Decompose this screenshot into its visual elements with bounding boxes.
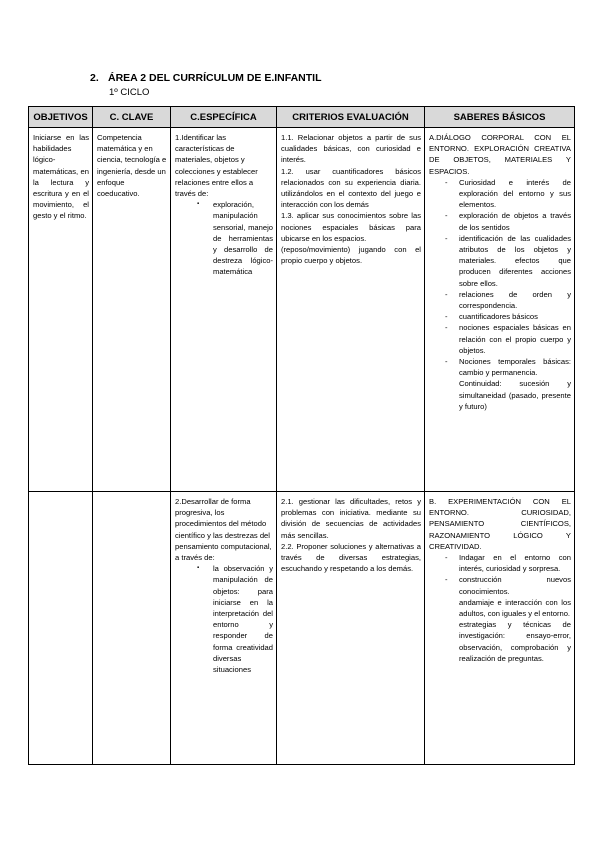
list-item: - construcción nuevos conocimientos.	[429, 574, 571, 596]
criterio-item: 1.1. Relacionar objetos a partir de sus cualidades básicas, con curiosidad e interés.	[281, 133, 421, 165]
cell-objetivos: Iniciarse en las habilidades lógico-matemáticas, en la lectura y escritura y en el movimiento, el gesto y el ritmo.	[29, 128, 93, 492]
section-title: ÁREA 2 DEL CURRÍCULUM DE E.INFANTIL	[108, 72, 322, 84]
list-item: - nociones espaciales básicas en relación con el propio cuerpo y objetos.	[429, 322, 571, 356]
list-item: - cuantificadores básicos	[429, 311, 571, 322]
especifica-list	[175, 199, 273, 277]
especifica-intro: 2.Desarrollar de forma progresiva, los procedimientos del método científico y las destrezas del pensamiento computacional, a través de:	[175, 497, 272, 563]
cell-objetivos-empty	[29, 492, 93, 765]
criterio-item: 2.2. Proponer soluciones y alternativas a través de diversas estrategias, escuchando y respetando a los demás.	[281, 541, 421, 574]
list-item: - exploración de objetos a través de los sentidos	[429, 210, 571, 232]
cell-especifica	[171, 128, 277, 492]
section-number: 2.	[90, 72, 99, 84]
curriculum-table	[28, 106, 575, 765]
cell-saberes	[425, 128, 575, 492]
especifica-intro: 1.Identificar las características de materiales, objetos y colecciones y establecer relaciones entre ellos a través de:	[175, 133, 258, 199]
criterio-item: 1.2. usar cuantificadores básicos relacionados con su experiencia diaria. utilizándolos en el contexto del juego e interacción con los demás	[281, 166, 421, 210]
table-row	[29, 492, 575, 765]
table-row	[29, 128, 575, 492]
cycle-label: 1º CICLO	[109, 87, 150, 98]
criterio-item: 1.3. aplicar sus conocimientos sobre las nociones espaciales básicas para ubicarse en los espacios.	[281, 211, 421, 243]
cell-clave: Competencia matemática y en ciencia, tecnología e ingeniería, desde un enfoque coeducativo.	[93, 128, 171, 492]
section-heading	[90, 72, 322, 84]
list-item: - Curiosidad e interés de exploración del entorno y sus elementos.	[429, 177, 571, 211]
criterio-item: 2.1. gestionar las dificultades, retos y problemas con iniciativa. mediante su división de secuencias de actividades más sencillas.	[281, 497, 421, 540]
criterio-item: (reposo/movimiento) jugando con el propio cuerpo y objetos.	[281, 245, 421, 266]
list-item: Continuidad: sucesión y simultaneidad (pasado, presente y futuro)	[459, 379, 571, 411]
saberes-list	[429, 177, 571, 412]
header-clave: C. CLAVE	[93, 107, 171, 128]
list-item: andamiaje e interacción con los adultos, con iguales y el entorno.	[459, 597, 571, 619]
list-item: ▪ exploración, manipulación sensorial, manejo de herramientas y desarrollo de destreza lógico-matemática	[175, 199, 273, 277]
especifica-list	[175, 563, 273, 675]
header-objetivos: OBJETIVOS	[29, 107, 93, 128]
list-item: - Nociones temporales básicas: cambio y permanencia.	[429, 356, 571, 378]
list-item: - identificación de las cualidades atributos de los objetos y materiales. efectos que producen diferentes acciones sobre ellos.	[429, 233, 571, 289]
cell-especifica	[171, 492, 277, 765]
saberes-title: A.DIÁLOGO CORPORAL CON EL ENTORNO. EXPLORACIÓN CREATIVA DE OBJETOS, MATERIALES Y ESPACIOS.	[429, 133, 571, 176]
cell-criterios	[277, 492, 425, 765]
list-item: ▪ la observación y manipulación de objetos: para iniciarse en la interpretación del entorno y responder de forma creatividad diversas situaciones	[175, 563, 273, 675]
list-item: - relaciones de orden y correspondencia.	[429, 289, 571, 311]
list-item: estrategias y técnicas de investigación: ensayo-error, observación, comprobación y realización de preguntas.	[459, 620, 571, 663]
saberes-list	[429, 552, 571, 664]
header-criterios: CRITERIOS EVALUACIÓN	[277, 107, 425, 128]
table-header-row	[29, 107, 575, 128]
cell-criterios	[277, 128, 425, 492]
header-saberes: SABERES BÁSICOS	[425, 107, 575, 128]
cell-saberes	[425, 492, 575, 765]
list-item: - Indagar en el entorno con interés, curiosidad y sorpresa.	[429, 552, 571, 574]
saberes-title: B. EXPERIMENTACIÓN CON EL ENTORNO. CURIOSIDAD, PENSAMIENTO CIENTÍFICOS, RAZONAMIENTO LÓGICO Y CREATIVIDAD.	[429, 497, 571, 551]
cell-clave-empty	[93, 492, 171, 765]
header-especifica: C.ESPECÍFICA	[171, 107, 277, 128]
